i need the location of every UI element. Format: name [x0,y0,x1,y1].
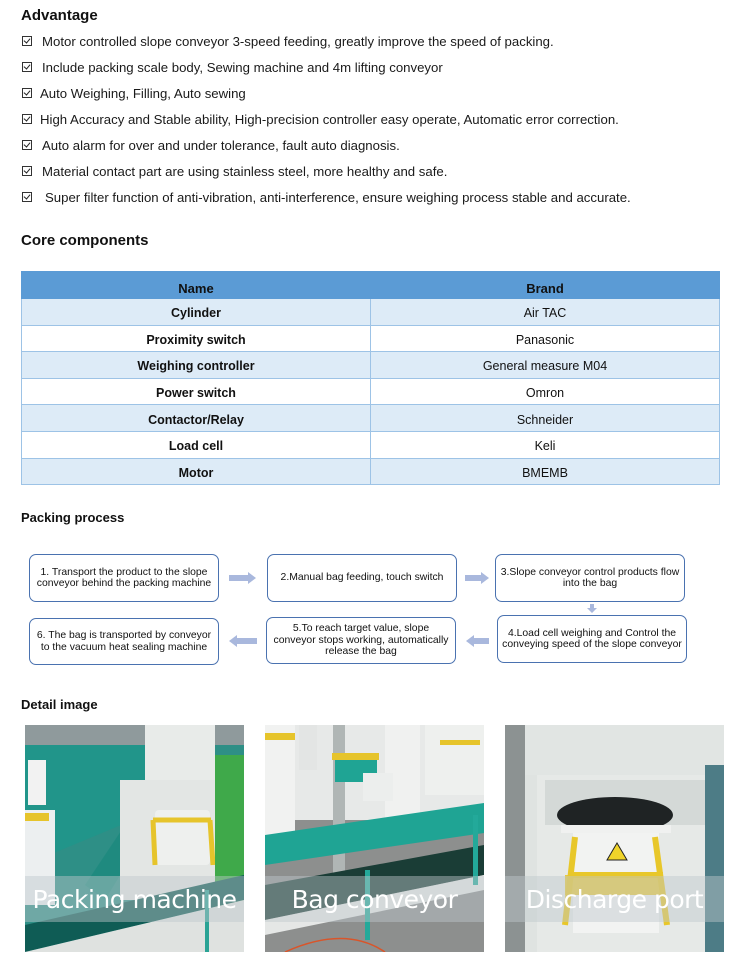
photo-caption: Discharge port [525,884,704,914]
advantage-item [22,28,737,54]
component-name: Proximity switch [22,325,371,352]
core-components-heading: Core components [21,232,149,249]
process-step-5: 5.To reach target value, slope conveyor stops working, automatically release the bag [266,617,456,664]
core-components-table [21,271,720,485]
component-brand: Keli [371,431,720,458]
table-header-row [22,272,720,299]
component-brand: Air TAC [371,299,720,326]
advantage-item [22,106,737,132]
process-step-2: 2.Manual bag feeding, touch switch [267,554,457,602]
advantage-item [22,158,737,184]
checkbox-checked-icon [22,114,32,124]
checkbox-checked-icon [22,166,32,176]
component-name: Cylinder [22,299,371,326]
arrow-right-icon [229,572,257,584]
photo-packing-machine [25,725,244,952]
component-brand: General measure M04 [371,352,720,379]
component-brand: BMEMB [371,458,720,485]
component-brand: Omron [371,378,720,405]
advantage-list [22,28,737,210]
table-row [22,405,720,432]
arrow-down-icon [587,604,597,613]
component-name: Contactor/Relay [22,405,371,432]
advantage-item [22,184,737,210]
advantage-item-text: Auto alarm for over and under tolerance, fault auto diagnosis. [42,137,400,153]
checkbox-checked-icon [22,140,32,150]
component-name: Power switch [22,378,371,405]
arrow-left-icon [466,635,489,647]
advantage-heading: Advantage [21,7,98,24]
process-step-1: 1. Transport the product to the slope conveyor behind the packing machine [29,554,219,602]
detail-image-heading: Detail image [21,697,98,712]
advantage-item-text: High Accuracy and Stable ability, High-precision controller easy operate, Automatic error correction. [40,111,619,127]
checkbox-checked-icon [22,88,32,98]
advantage-item-text: Auto Weighing, Filling, Auto sewing [40,85,246,101]
column-header-name: Name [22,272,371,299]
advantage-item-text: Motor controlled slope conveyor 3-speed feeding, greatly improve the speed of packing. [42,33,554,49]
advantage-item-text: Include packing scale body, Sewing machine and 4m lifting conveyor [42,59,443,75]
checkbox-checked-icon [22,192,32,202]
advantage-item-text: Super filter function of anti-vibration, anti-interference, ensure weighing process stable and accurate. [45,189,631,205]
arrow-right-icon [465,572,489,584]
table-row [22,299,720,326]
column-header-brand: Brand [371,272,720,299]
component-name: Motor [22,458,371,485]
process-step-3: 3.Slope conveyor control products flow into the bag [495,554,685,602]
arrow-left-icon [229,635,257,647]
checkbox-checked-icon [22,36,32,46]
photo-caption: Packing machine [32,884,237,914]
checkbox-checked-icon [22,62,32,72]
component-brand: Panasonic [371,325,720,352]
advantage-item [22,54,737,80]
process-step-6: 6. The bag is transported by conveyor to the vacuum heat sealing machine [29,618,219,665]
advantage-item [22,132,737,158]
table-row [22,352,720,379]
advantage-item [22,80,737,106]
packing-process-heading: Packing process [21,510,125,525]
component-brand: Schneider [371,405,720,432]
table-row [22,325,720,352]
process-step-4: 4.Load cell weighing and Control the conveying speed of the slope conveyor [497,615,687,663]
table-row [22,431,720,458]
advantage-item-text: Material contact part are using stainless steel, more healthy and safe. [42,163,448,179]
table-row [22,458,720,485]
photo-bag-conveyor [265,725,484,952]
photo-caption: Bag conveyor [291,884,458,914]
photo-discharge-port [505,725,724,952]
component-name: Load cell [22,431,371,458]
component-name: Weighing controller [22,352,371,379]
table-row [22,378,720,405]
